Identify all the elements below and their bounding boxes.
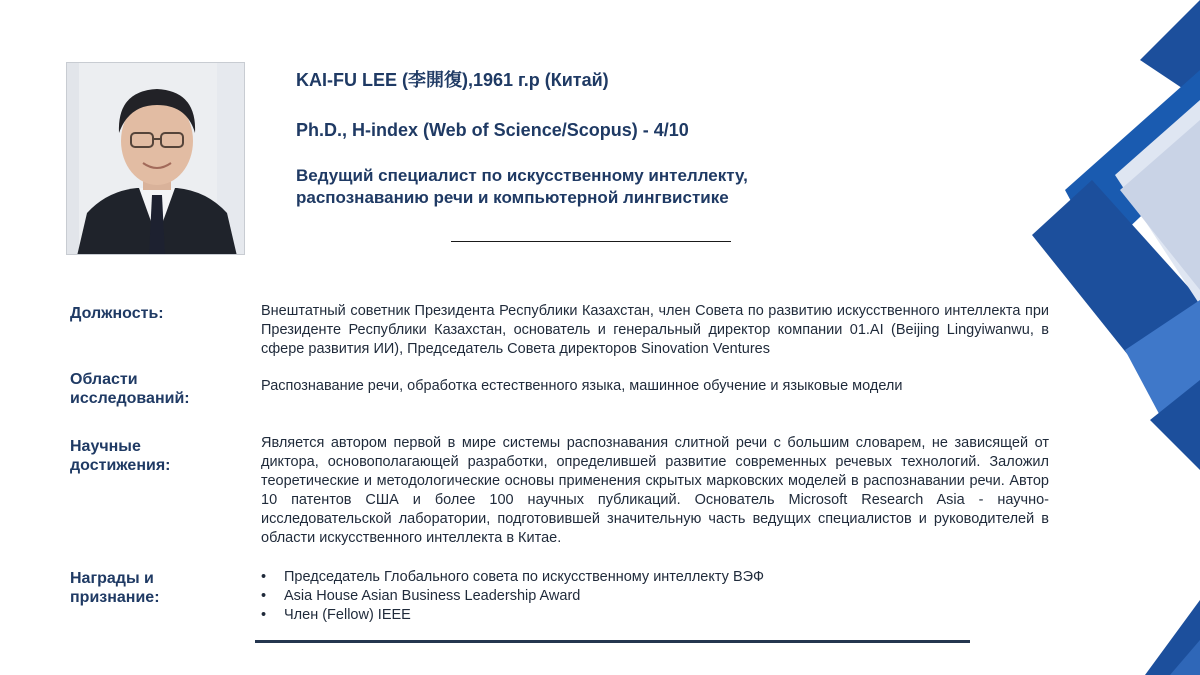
awards-list	[261, 568, 764, 625]
bullet-icon: •	[261, 569, 267, 585]
person-title: KAI-FU LEE (李開復),1961 г.р (Китай)	[296, 70, 609, 90]
footer-divider	[255, 640, 970, 643]
specialty-line-1: Ведущий специалист по искусственному интеллекту,	[296, 166, 748, 185]
specialty	[296, 165, 856, 209]
research-text: Распознавание речи, обработка естественного языка, машинное обучение и языковые модели	[261, 378, 903, 394]
awards-label-line-2: признание:	[70, 589, 160, 606]
portrait-photo	[66, 62, 245, 255]
award-text: Председатель Глобального совета по искусственному интеллекту ВЭФ	[284, 569, 765, 585]
list-item	[261, 606, 764, 625]
award-text: Asia House Asian Business Leadership Award	[284, 588, 581, 604]
achievements-label-line-1: Научные	[70, 438, 141, 455]
award-text: Член (Fellow) IEEE	[284, 607, 411, 623]
bullet-icon: •	[261, 607, 267, 623]
bullet-icon: •	[261, 588, 267, 604]
header-divider	[451, 241, 731, 242]
achievements-label-line-2: достижения:	[70, 457, 171, 474]
position-label: Должность:	[70, 305, 164, 322]
list-item	[261, 568, 764, 587]
awards-label	[70, 569, 160, 607]
position-text: Внештатный советник Президента Республики Казахстан, член Совета по развитию искусственного интеллекта при Президенте Республики Казахстан, основатель и генеральный директор компании 01.AI (Beijing Lingyiwanwu, в сфере развития ИИ), Председатель Совета директоров Sinovation Ventures	[261, 303, 1049, 357]
header	[296, 68, 856, 92]
achievements-label	[70, 437, 170, 475]
specialty-line-2: распознаванию речи и компьютерной лингвистике	[296, 188, 729, 207]
degree-line: Ph.D., H-index (Web of Science/Scopus) - 4/10	[296, 120, 689, 140]
awards-label-line-1: Награды и	[70, 570, 154, 587]
research-label-line-1: Области	[70, 371, 138, 388]
research-label-line-2: исследований:	[70, 390, 190, 407]
list-item	[261, 587, 764, 606]
research-label	[70, 370, 190, 408]
achievements-text: Является автором первой в мире системы распознавания слитной речи с большим словарем, не зависящей от диктора, основополагающей разработки, определившей развитие современных речевых технологий. Заложил теоретические и методологические основы применения скрытых марковских моделей в распознавании речи. Автор 10 патентов США и более 100 научных публикаций. Основатель Microsoft Research Asia - научно-исследовательской лаборатории, подготовившей значительную часть ведущих специалистов и руководителей в области искусственного интеллекта в Китае.	[261, 435, 1049, 546]
